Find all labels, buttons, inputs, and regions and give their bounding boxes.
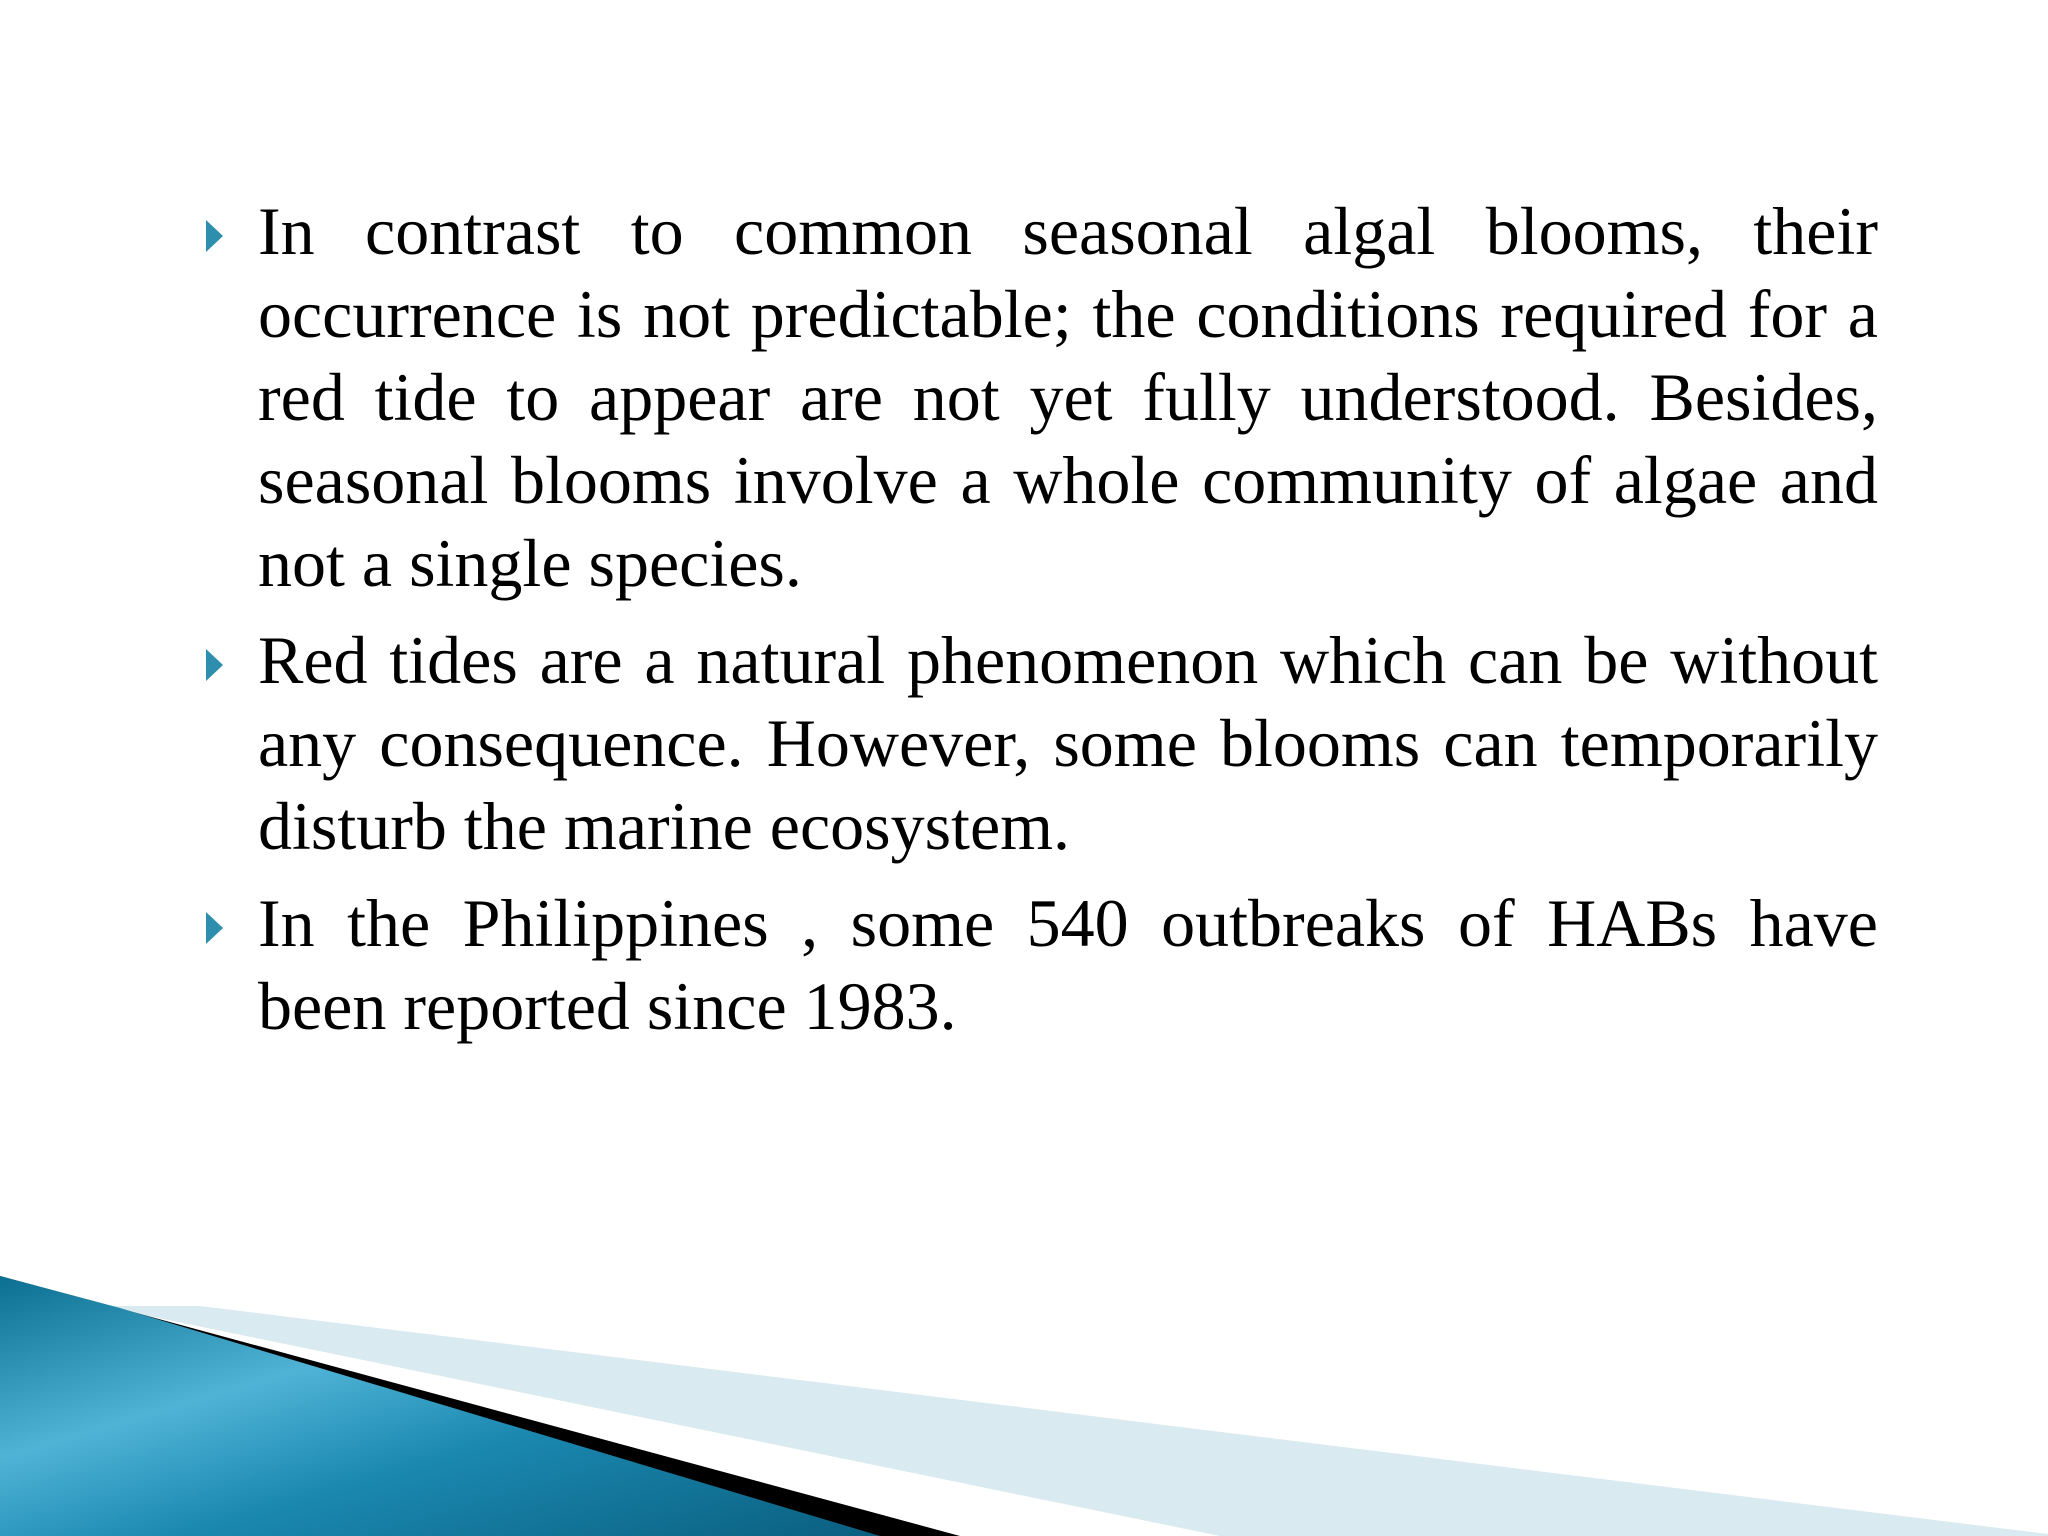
bottom-wave-decoration [0,1276,2048,1536]
triangle-right-icon [206,649,223,681]
bullet-item [198,882,1878,1048]
bullet-text: In contrast to common seasonal algal blooms, their occurrence is not predictable; the conditions required for a red tide to appear are not yet fully understood. Besides, seasonal blooms involve a whole community of algae and not a single species. [258,193,1878,601]
bullet-item [198,619,1878,868]
bullet-text: Red tides are a natural phenomenon which can be without any consequence. However, some blooms can temporarily disturb the marine ecosystem. [258,622,1878,864]
bullet-list [198,190,1878,1048]
triangle-right-icon [206,220,223,252]
triangle-right-icon [206,912,223,944]
slide-body [198,190,1878,1062]
bullet-text: In the Philippines , some 540 outbreaks of HABs have been reported since 1983. [258,885,1878,1044]
bullet-item [198,190,1878,605]
